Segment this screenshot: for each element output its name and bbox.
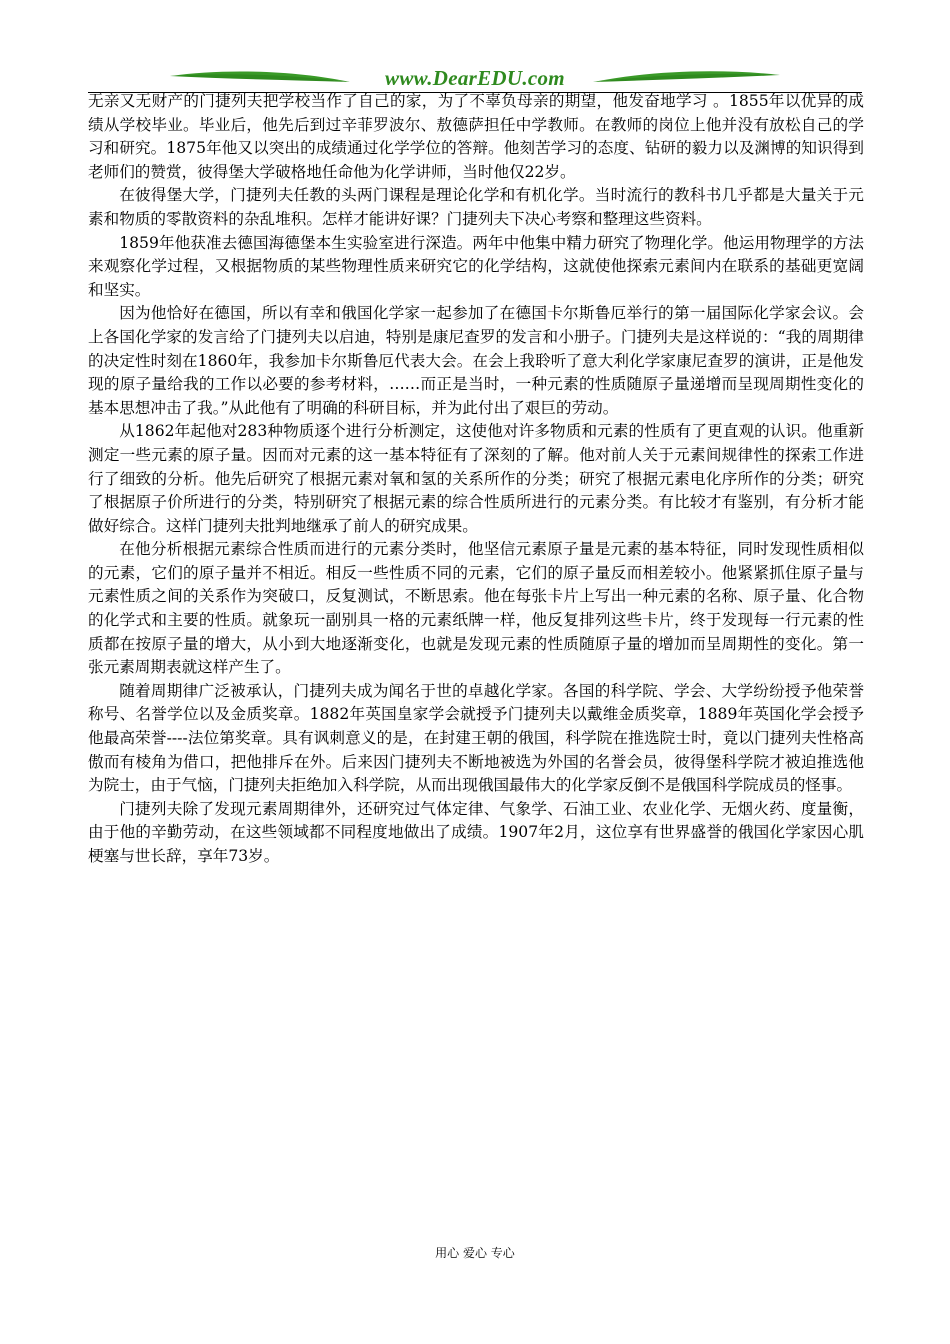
paragraph-8: 门捷列夫除了发现元素周期律外，还研究过气体定律、气象学、石油工业、农业化学、无烟火药、度量衡，由于他的辛勤劳动，在这些领域都不同程度地做出了成绩。1907年2月，这位享有世界盛誉的俄国化学家因心肌梗塞与世长辞，享年73岁。 [88,799,864,865]
page-footer: 用心 爱心 专心 [435,1246,515,1260]
paragraph-7: 随着周期律广泛被承认，门捷列夫成为闻名于世的卓越化学家。各国的科学院、学会、大学纷纷授予他荣誉称号、名誉学位以及金质奖章。1882年英国皇家学会就授予门捷列夫以戴维金质奖章，1889年英国化学会授予他最高荣誉----法位第奖章。具有讽刺意义的是，在封建王朝的俄国，科学院在推选院士时，竟以门捷列夫性格高傲而有棱角为借口，把他排斥在外。后来因门捷列夫不断地被选为外国的名誉会员，彼得堡科学院才被迫推选他为院士，由于气恼，门捷列夫拒绝加入科学院，从而出现俄国最伟大的化学家反倒不是俄国科学院成员的怪事。 [88,681,864,795]
paragraph-2: 在彼得堡大学，门捷列夫任教的头两门课程是理论化学和有机化学。当时流行的教科书几乎都是大量关于元素和物质的零散资料的杂乱堆积。怎样才能讲好课？门捷列夫下决心考察和整理这些资料。 [88,186,864,228]
paragraph-1: 无亲又无财产的门捷列夫把学校当作了自己的家，为了不辜负母亲的期望，他发奋地学习 。1855年以优异的成绩从学校毕业。毕业后，他先后到过辛菲罗波尔、敖德萨担任中学教师。在教师的岗位上他并没有放松自己的学习和研究。1875年他又以突出的成绩通过化学学位的答辩。他刻苦学习的态度、钻研的毅力以及渊博的知识得到老师们的赞赏，彼得堡大学破格地任命他为化学讲师，当时他仅22岁。 [88,92,864,181]
paragraph-6: 在他分析根据元素综合性质而进行的元素分类时，他坚信元素原子量是元素的基本特征，同时发现性质相似的元素，它们的原子量并不相近。相反一些性质不同的元素，它们的原子量反而相差较小。他紧紧抓住原子量与元素性质之间的关系作为突破口，反复测试，不断思索。他在每张卡片上写出一种元素的名称、原子量、化合物的化学式和主要的性质。就象玩一副别具一格的元素纸牌一样，他反复排列这些卡片，终于发现每一行元素的性质都在按原子量的增大，从小到大地逐渐变化，也就是发现元素的性质随原子量的增加而呈周期性的变化。第一张元素周期表就这样产生了。 [88,540,864,677]
paragraph-3: 1859年他获准去德国海德堡本生实验室进行深造。两年中他集中精力研究了物理化学。他运用物理学的方法来观察化学过程，又根据物质的某些物理性质来研究它的化学结构，这就使他探索元素间内在联系的基础更宽阔和坚实。 [88,233,864,299]
site-logo-text: www.DearEDU.com [385,66,565,90]
article-body [88,90,864,869]
paragraph-5: 从1862年起他对283种物质逐个进行分析测定，这使他对许多物质和元素的性质有了更直观的认识。他重新测定一些元素的原子量。因而对元素的这一基本特征有了深刻的了解。他对前人关于元素间规律性的探索工作进行了细致的分析。他先后研究了根据元素对氧和氢的关系所作的分类；研究了根据元素电化序所作的分类；研究了根据原子价所进行的分类，特别研究了根据元素的综合性质所进行的元素分类。有比较才有鉴别，有分析才能做好综合。这样门捷列夫批判地继承了前人的研究成果。 [88,422,864,535]
paragraph-4: 因为他恰好在德国，所以有幸和俄国化学家一起参加了在德国卡尔斯鲁厄举行的第一届国际化学家会议。会上各国化学家的发言给了门捷列夫以启迪，特别是康尼查罗的发言和小册子。门捷列夫是这样说的：“我的周期律的决定性时刻在1860年，我参加卡尔斯鲁厄代表大会。在会上我聆听了意大利化学家康尼查罗的演讲，正是他发现的原子量给我的工作以必要的参考材料，……而正是当时，一种元素的性质随原子量递增而呈现周期性变化的基本思想冲击了我。”从此他有了明确的科研目标，并为此付出了艰巨的劳动。 [88,304,864,417]
